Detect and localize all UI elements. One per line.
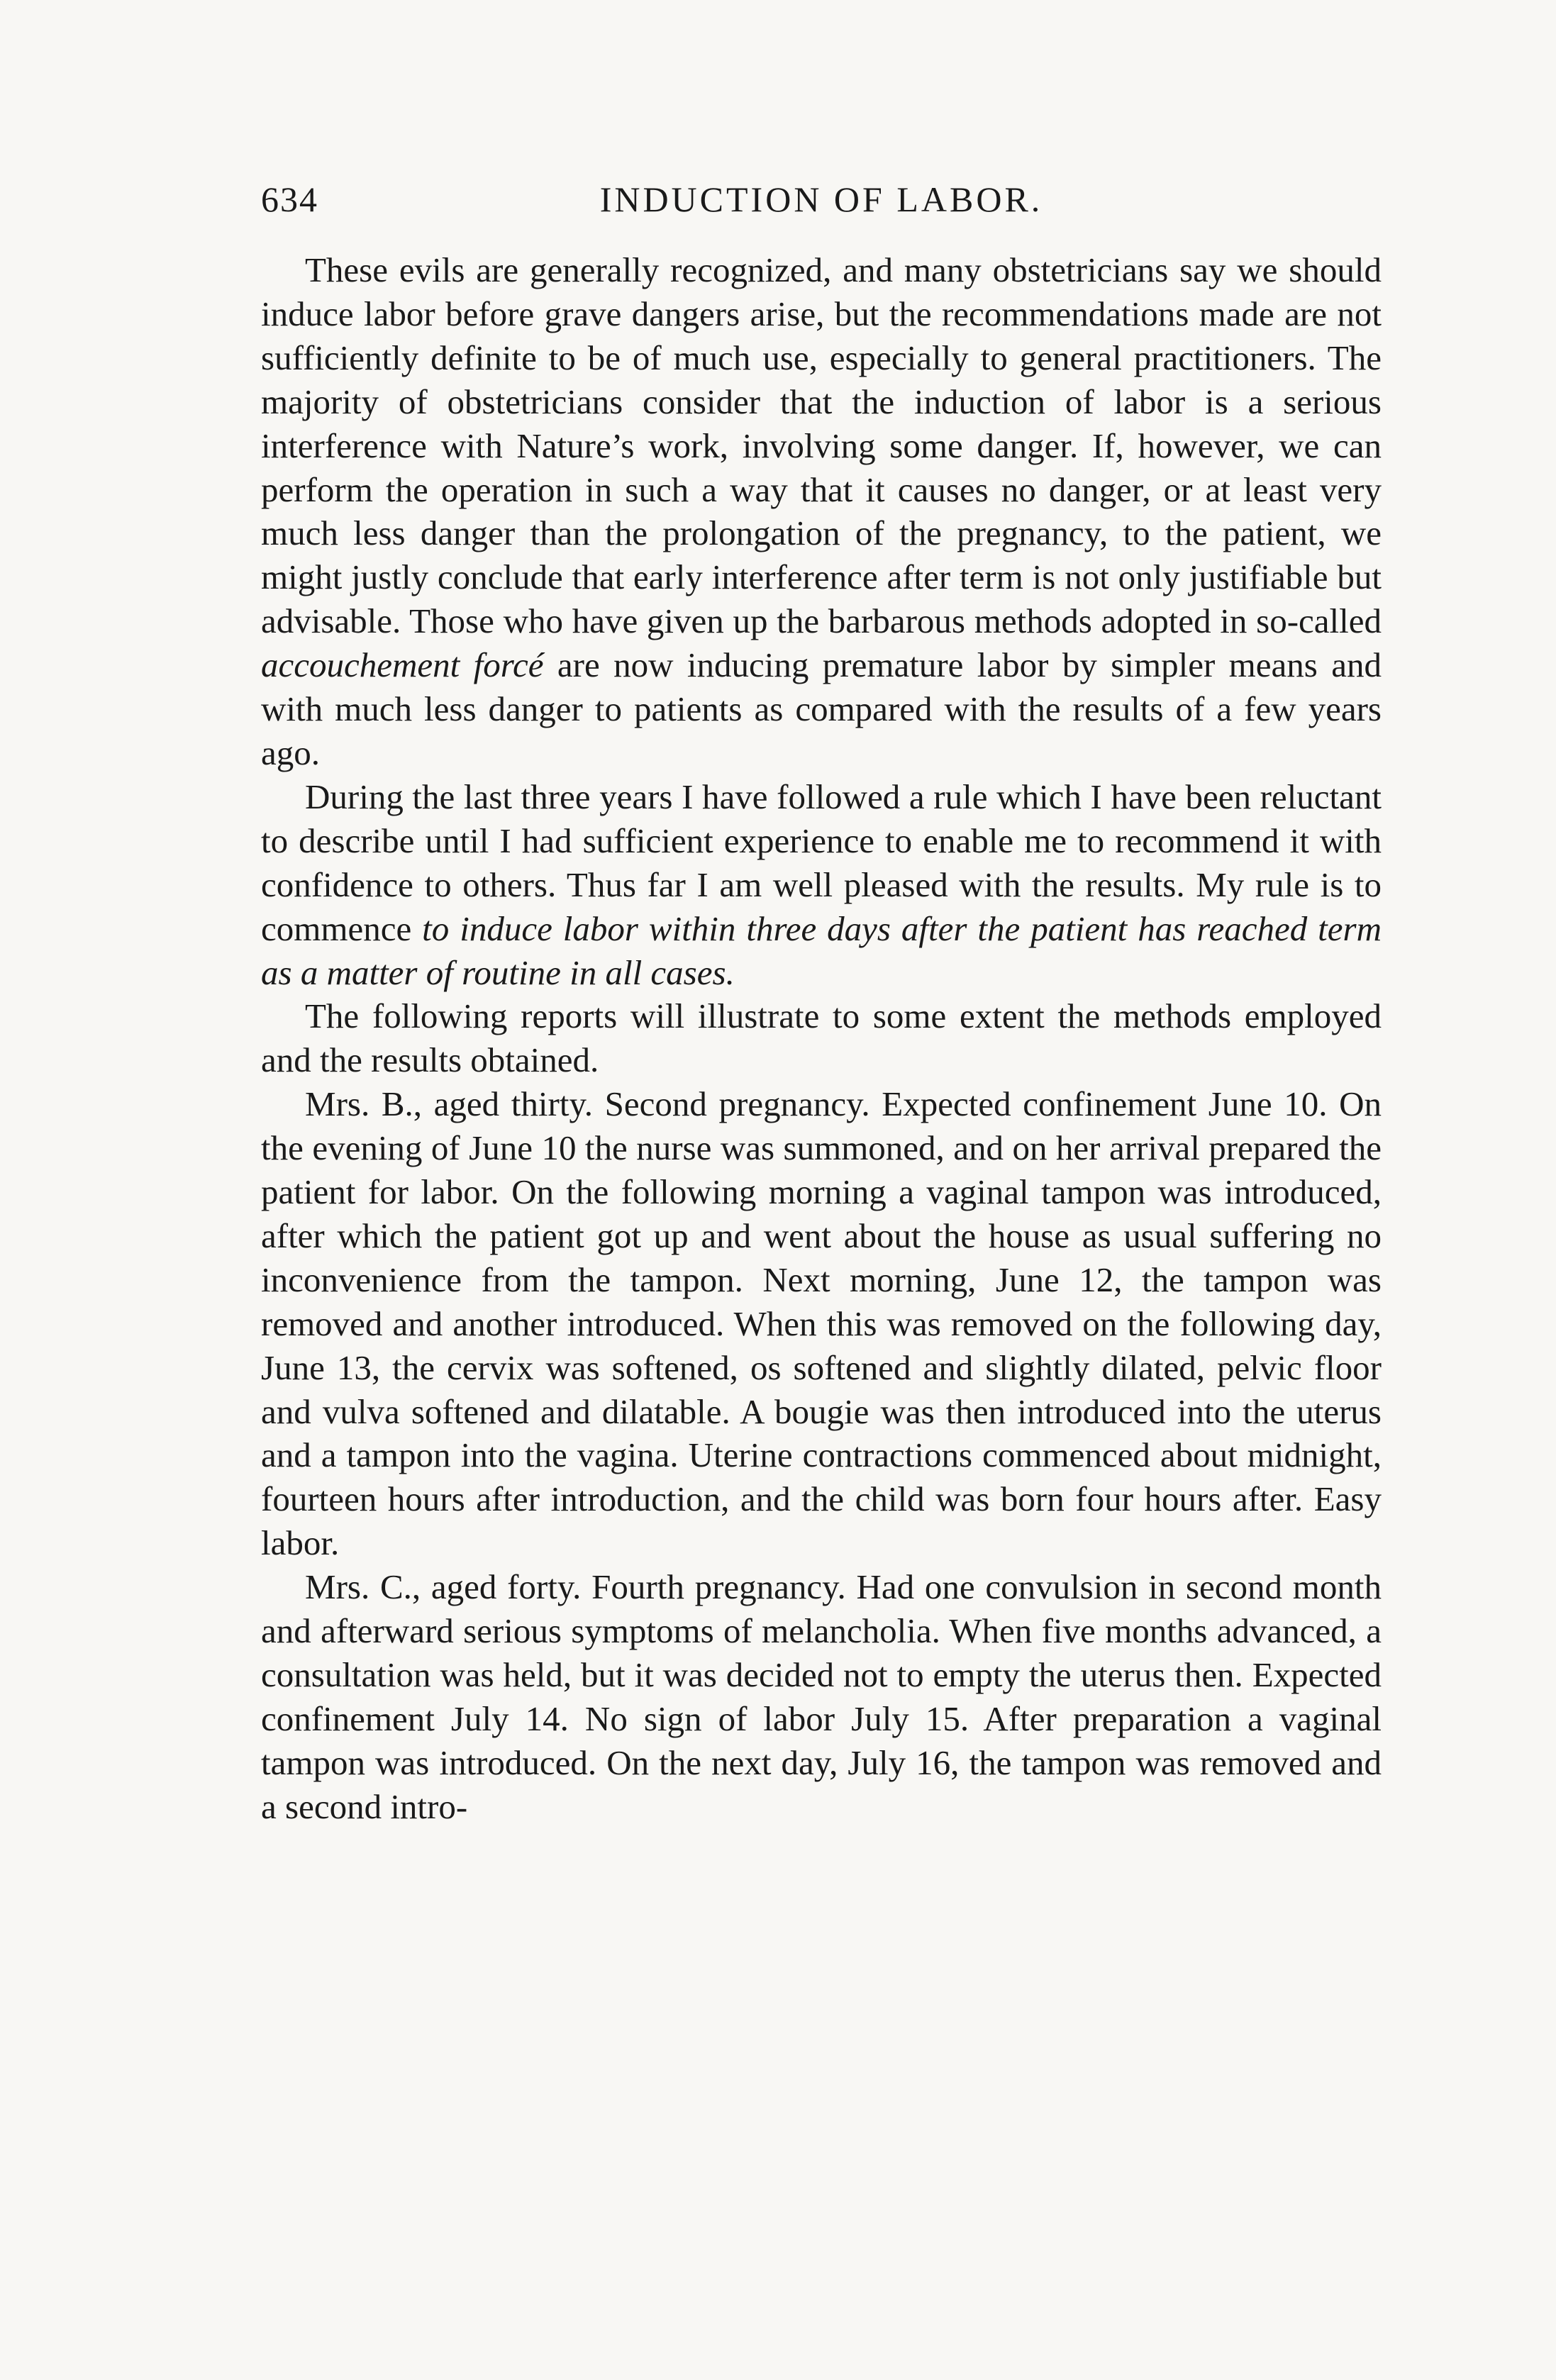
paragraph-text-after: are now inducing premature labor by simpler means and with much less danger to patients as compared with the results of a few years ago. — [261, 645, 1382, 772]
paragraph-text: Mrs. C., aged forty. Fourth pregnancy. Had one convulsion in second month and afterward serious symptoms of melancholia. When five months advanced, a consultation was held, but it was decided not to empty the uterus then. Expected confinement July 14. No sign of labor July 15. After preparation a vaginal tampon was introduced. On the next day, July 16, the tampon was removed and a second intro- — [261, 1567, 1382, 1826]
paragraph-rule — [261, 775, 1382, 995]
page-header — [261, 179, 1382, 235]
paragraph-case-mrs-c — [261, 1565, 1382, 1828]
paragraph-evils — [261, 248, 1382, 775]
page-body — [261, 248, 1382, 1829]
paragraph-text: Mrs. B., aged thirty. Second pregnancy. Expected confinement June 10. On the evening of June 10 the nurse was summoned, and on her arrival prepared the patient for labor. On the following morning a vaginal tampon was introduced, after which the patient got up and went about the house as usual suffering no inconvenience from the tampon. Next morning, June 12, the tampon was removed and another introduced. When this was removed on the following day, June 13, the cervix was softened, os softened and slightly dilated, pelvic floor and vulva softened and dilatable. A bougie was then introduced into the uterus and a tampon into the vagina. Uterine contractions commenced about midnight, fourteen hours after introduction, and the child was born four hours after. Easy labor. — [261, 1084, 1382, 1563]
italic-rule: to induce labor within three days after the patient has reached term as a matter of routine in all cases. — [261, 908, 1382, 992]
italic-phrase: accouchement forcé — [261, 645, 544, 685]
running-title: INDUCTION OF LABOR. — [599, 179, 1043, 219]
paragraph-text: These evils are generally recognized, and many obstetricians say we should induce labor before grave dangers arise, but the recommendations made are not sufficiently definite to be of much use, especially to general practitioners. The majority of obstetricians consider that the induction of labor is a serious interference with Nature’s work, involving some danger. If, however, we can perform the operation in such a way that it causes no danger, or at least very much less danger than the prolongation of the pregnancy, to the patient, we might justly conclude that early interference after term is not only justifiable but advisable. Those who have given up the barbarous methods adopted in so-called — [261, 250, 1382, 641]
paragraph-text: During the last three years I have followed a rule which I have been reluctant to describe until I had sufficient experience to enable me to recommend it with confidence to others. Thus far I am well pleased with the results. My rule is to commence — [261, 777, 1382, 948]
paragraph-reports — [261, 994, 1382, 1082]
page-number: 634 — [261, 179, 318, 219]
paragraph-text: The following reports will illustrate to some extent the methods employed and the results obtained. — [261, 996, 1382, 1080]
paragraph-case-mrs-b — [261, 1082, 1382, 1565]
